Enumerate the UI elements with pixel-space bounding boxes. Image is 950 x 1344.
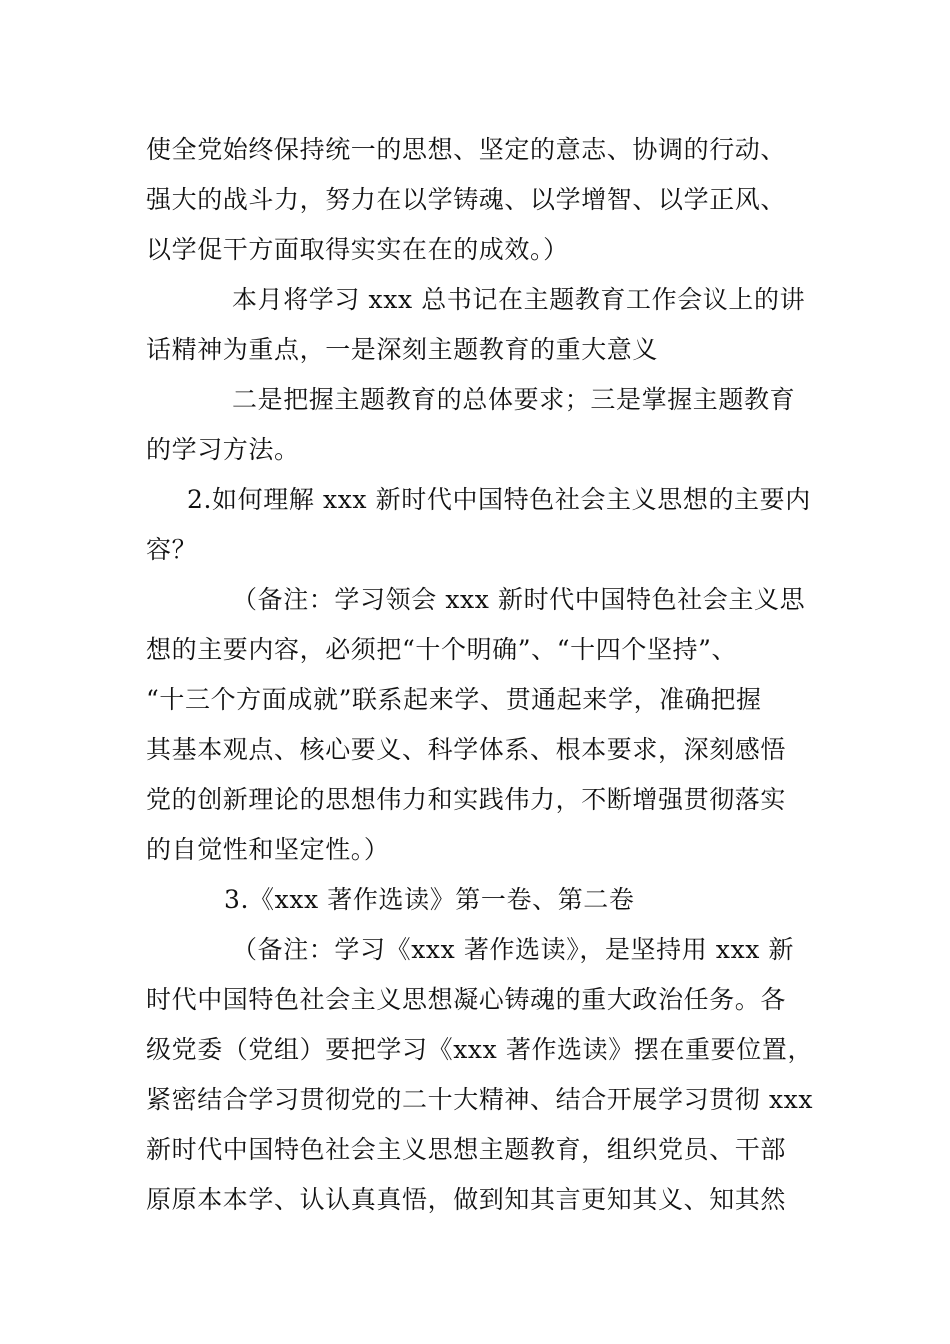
section-heading-line: 2.如何理解 xxx 新时代中国特色社会主义思想的主要内 (187, 485, 811, 514)
paragraph-line: 的自觉性和坚定性。） (146, 835, 390, 864)
paragraph-line: 二是把握主题教育的总体要求；三是掌握主题教育 (232, 385, 796, 414)
paragraph-line: 以学促干方面取得实实在在的成效。） (146, 235, 569, 264)
paragraph-line: 党的创新理论的思想伟力和实践伟力，不断增强贯彻落实 (146, 785, 787, 814)
paragraph-line: 的学习方法。 (146, 435, 300, 464)
paragraph-line: 原原本本学、认认真真悟，做到知其言更知其义、知其然 (146, 1185, 787, 1214)
paragraph-line: 想的主要内容，必须把“十个明确”、“十四个坚持”、 (146, 635, 738, 664)
paragraph-line: 级党委（党组）要把学习《xxx 著作选读》摆在重要位置， (146, 1035, 814, 1064)
paragraph-line: 使全党始终保持统一的思想、坚定的意志、协调的行动、 (146, 135, 787, 164)
paragraph-line: 其基本观点、核心要义、科学体系、根本要求，深刻感悟 (146, 735, 787, 764)
section-heading-line: 容？ (146, 535, 198, 564)
paragraph-line: 话精神为重点，一是深刻主题教育的重大意义 (146, 335, 659, 364)
paragraph-line: 本月将学习 xxx 总书记在主题教育工作会议上的讲 (232, 285, 806, 314)
paragraph-line: 新时代中国特色社会主义思想主题教育，组织党员、干部 (146, 1135, 787, 1164)
paragraph-line: （备注：学习《xxx 著作选读》，是坚持用 xxx 新 (232, 935, 795, 964)
section-heading-line: 3.《xxx 著作选读》第一卷、第二卷 (224, 885, 635, 914)
paragraph-line: 强大的战斗力，努力在以学铸魂、以学增智、以学正风、 (146, 185, 787, 214)
paragraph-line: “十三个方面成就”联系起来学、贯通起来学，准确把握 (146, 685, 762, 714)
paragraph-line: 紧密结合学习贯彻党的二十大精神、结合开展学习贯彻 xxx (146, 1085, 814, 1114)
paragraph-line: （备注：学习领会 xxx 新时代中国特色社会主义思 (232, 585, 806, 614)
paragraph-line: 时代中国特色社会主义思想凝心铸魂的重大政治任务。各 (146, 985, 787, 1014)
